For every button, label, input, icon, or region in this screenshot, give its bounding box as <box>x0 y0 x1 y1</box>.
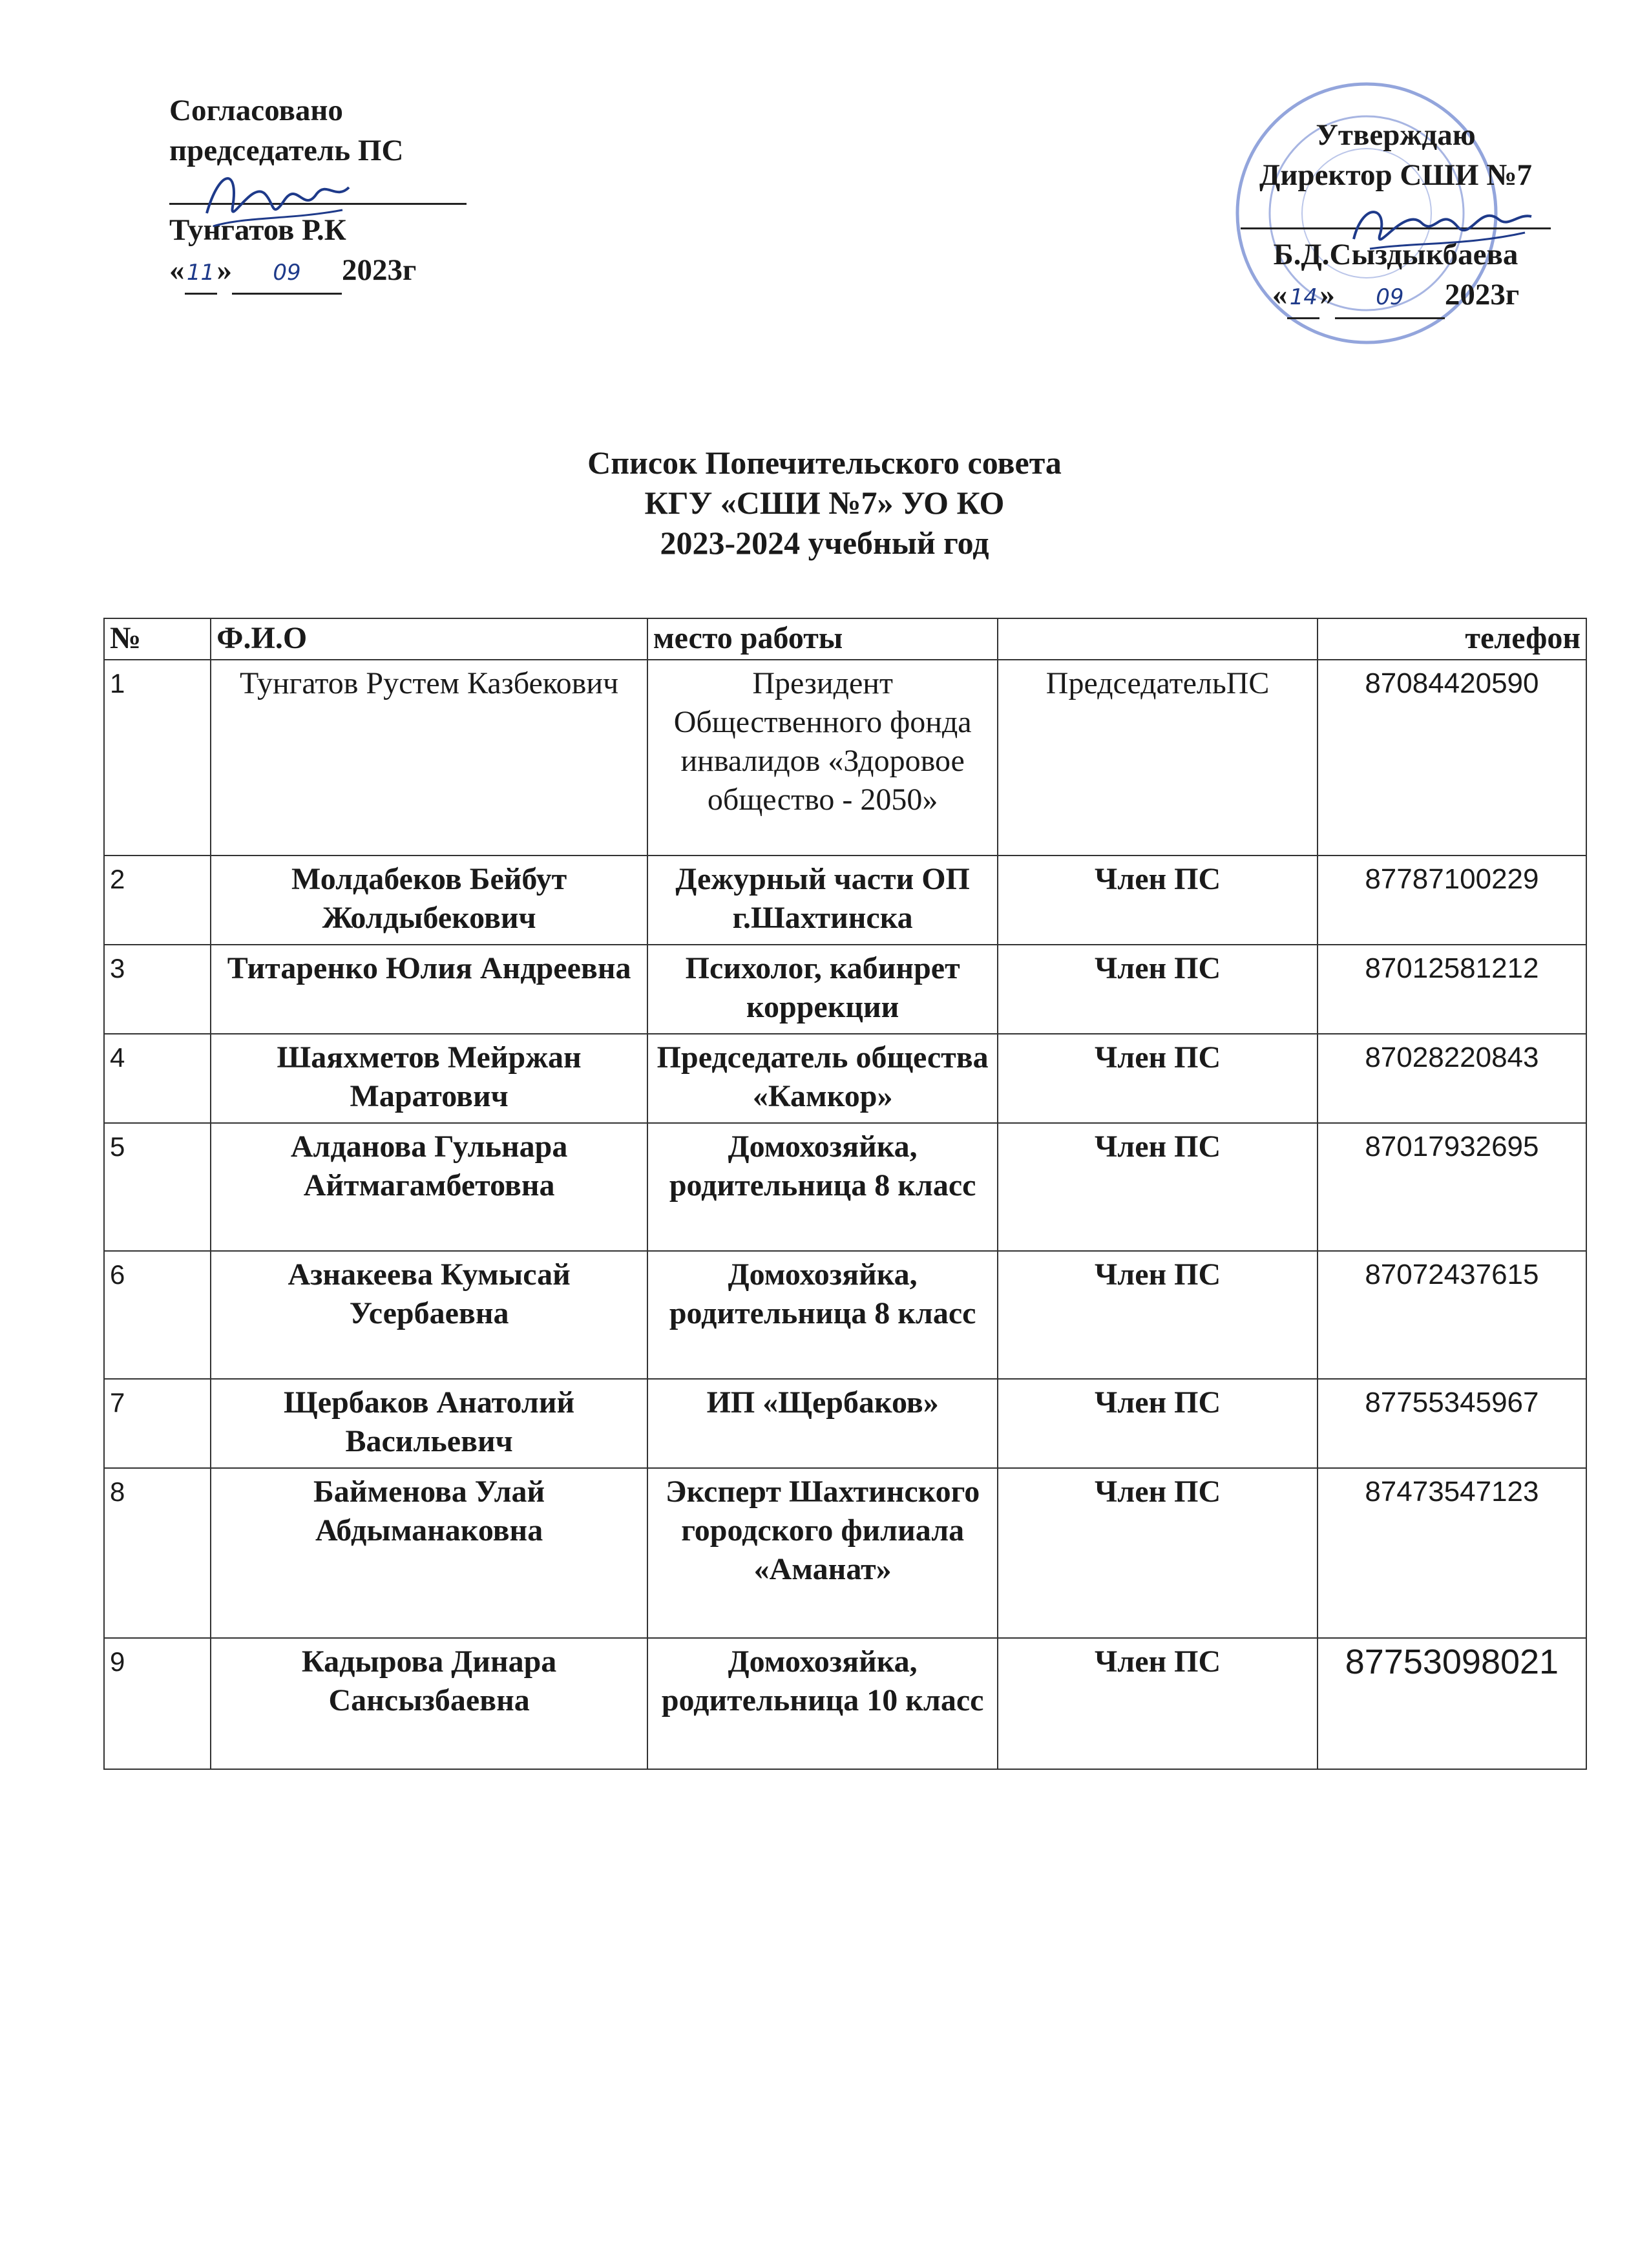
header-num: № <box>104 618 211 660</box>
row-num: 6 <box>104 1251 211 1379</box>
header-phone: телефон <box>1318 618 1586 660</box>
row-role: Член ПС <box>998 856 1317 945</box>
row-name: Молдабеков Бейбут Жолдыбекович <box>211 856 647 945</box>
row-num: 7 <box>104 1379 211 1468</box>
table-row <box>104 1468 1586 1638</box>
row-num: 4 <box>104 1034 211 1123</box>
row-name: Тунгатов Рустем Казбекович <box>211 660 647 856</box>
row-work: Домохозяйка, родительница 10 класс <box>647 1638 998 1769</box>
row-work: Эксперт Шахтинского городского филиала «Аманат» <box>647 1468 998 1638</box>
approval-left-date-month: 09 <box>232 253 342 295</box>
row-work: ИП «Щербаков» <box>647 1379 998 1468</box>
approval-right-date <box>1215 275 1577 319</box>
row-num: 5 <box>104 1123 211 1251</box>
row-role: Член ПС <box>998 1468 1317 1638</box>
title-line-2: КГУ «СШИ №7» УО КО <box>644 485 1005 521</box>
row-num: 9 <box>104 1638 211 1769</box>
header-role <box>998 618 1317 660</box>
row-role: Член ПС <box>998 1638 1317 1769</box>
approval-left-date-year: 2023г <box>342 253 417 287</box>
table-row <box>104 945 1586 1034</box>
date-open-quote: « <box>1272 278 1288 311</box>
date-close-quote: » <box>1319 278 1335 311</box>
row-phone: 87084420590 <box>1318 660 1586 856</box>
row-num: 3 <box>104 945 211 1034</box>
table-row <box>104 1034 1586 1123</box>
row-role: Член ПС <box>998 1251 1317 1379</box>
date-close-quote: » <box>216 253 232 287</box>
row-phone: 87787100229 <box>1318 856 1586 945</box>
approval-right-block <box>1215 115 1577 319</box>
title-line-3: 2023-2024 учебный год <box>660 525 989 561</box>
table-row <box>104 1379 1586 1468</box>
approval-left-name: Тунгатов Р.К <box>169 213 346 247</box>
row-role: Член ПС <box>998 1379 1317 1468</box>
row-work: Домохозяйка, родительница 8 класс <box>647 1123 998 1251</box>
approval-left-position: председатель ПС <box>169 134 404 167</box>
row-role: Член ПС <box>998 1034 1317 1123</box>
row-name: Титаренко Юлия Андреевна <box>211 945 647 1034</box>
table-row <box>104 1123 1586 1251</box>
approval-left-block <box>169 90 531 295</box>
row-phone: 87753098021 <box>1318 1638 1586 1769</box>
approval-right-name: Б.Д.Сыздыкбаева <box>1273 238 1518 271</box>
row-phone: 87072437615 <box>1318 1251 1586 1379</box>
row-name: Алданова Гульнара Айтмагамбетовна <box>211 1123 647 1251</box>
title-line-1: Список Попечительского совета <box>587 445 1062 481</box>
approval-right-position: Директор СШИ №7 <box>1259 158 1532 192</box>
row-phone: 87028220843 <box>1318 1034 1586 1123</box>
header-work: место работы <box>647 618 998 660</box>
row-phone: 87017932695 <box>1318 1123 1586 1251</box>
row-name: Шаяхметов Мейржан Маратович <box>211 1034 647 1123</box>
row-name: Азнакеева Кумысай Усербаевна <box>211 1251 647 1379</box>
approval-left-signature-line <box>169 171 467 205</box>
row-work: Президент Общественного фонда инвалидов «Здоровое общество - 2050» <box>647 660 998 856</box>
table-row <box>104 1251 1586 1379</box>
row-role: Член ПС <box>998 945 1317 1034</box>
row-num: 1 <box>104 660 211 856</box>
document-title <box>0 443 1649 563</box>
row-num: 2 <box>104 856 211 945</box>
table-row <box>104 1638 1586 1769</box>
row-work: Домохозяйка, родительница 8 класс <box>647 1251 998 1379</box>
approval-left-date <box>169 250 531 295</box>
row-role: ПредседательПС <box>998 660 1317 856</box>
row-role: Член ПС <box>998 1123 1317 1251</box>
date-open-quote: « <box>169 253 185 287</box>
row-phone: 87755345967 <box>1318 1379 1586 1468</box>
approval-left-date-day: 11 <box>185 253 217 295</box>
approval-right-date-month: 09 <box>1335 277 1445 319</box>
row-phone: 87473547123 <box>1318 1468 1586 1638</box>
row-phone: 87012581212 <box>1318 945 1586 1034</box>
board-members-table <box>103 618 1587 1770</box>
row-name: Щербаков Анатолий Васильевич <box>211 1379 647 1468</box>
row-work: Дежурный части ОП г.Шахтинска <box>647 856 998 945</box>
approval-right-date-year: 2023г <box>1444 278 1520 311</box>
row-work: Председатель общества «Камкор» <box>647 1034 998 1123</box>
table-header-row <box>104 618 1586 660</box>
row-work: Психолог, кабинрет коррекции <box>647 945 998 1034</box>
approval-right-date-day: 14 <box>1287 277 1319 319</box>
table-row <box>104 660 1586 856</box>
row-num: 8 <box>104 1468 211 1638</box>
table-row <box>104 856 1586 945</box>
approval-right-heading: Утверждаю <box>1316 118 1476 152</box>
header-name: Ф.И.О <box>211 618 647 660</box>
approval-right-signature-line <box>1241 195 1551 229</box>
approval-left-heading: Согласовано <box>169 94 343 127</box>
row-name: Байменова Улай Абдыманаковна <box>211 1468 647 1638</box>
row-name: Кадырова Динара Сансызбаевна <box>211 1638 647 1769</box>
